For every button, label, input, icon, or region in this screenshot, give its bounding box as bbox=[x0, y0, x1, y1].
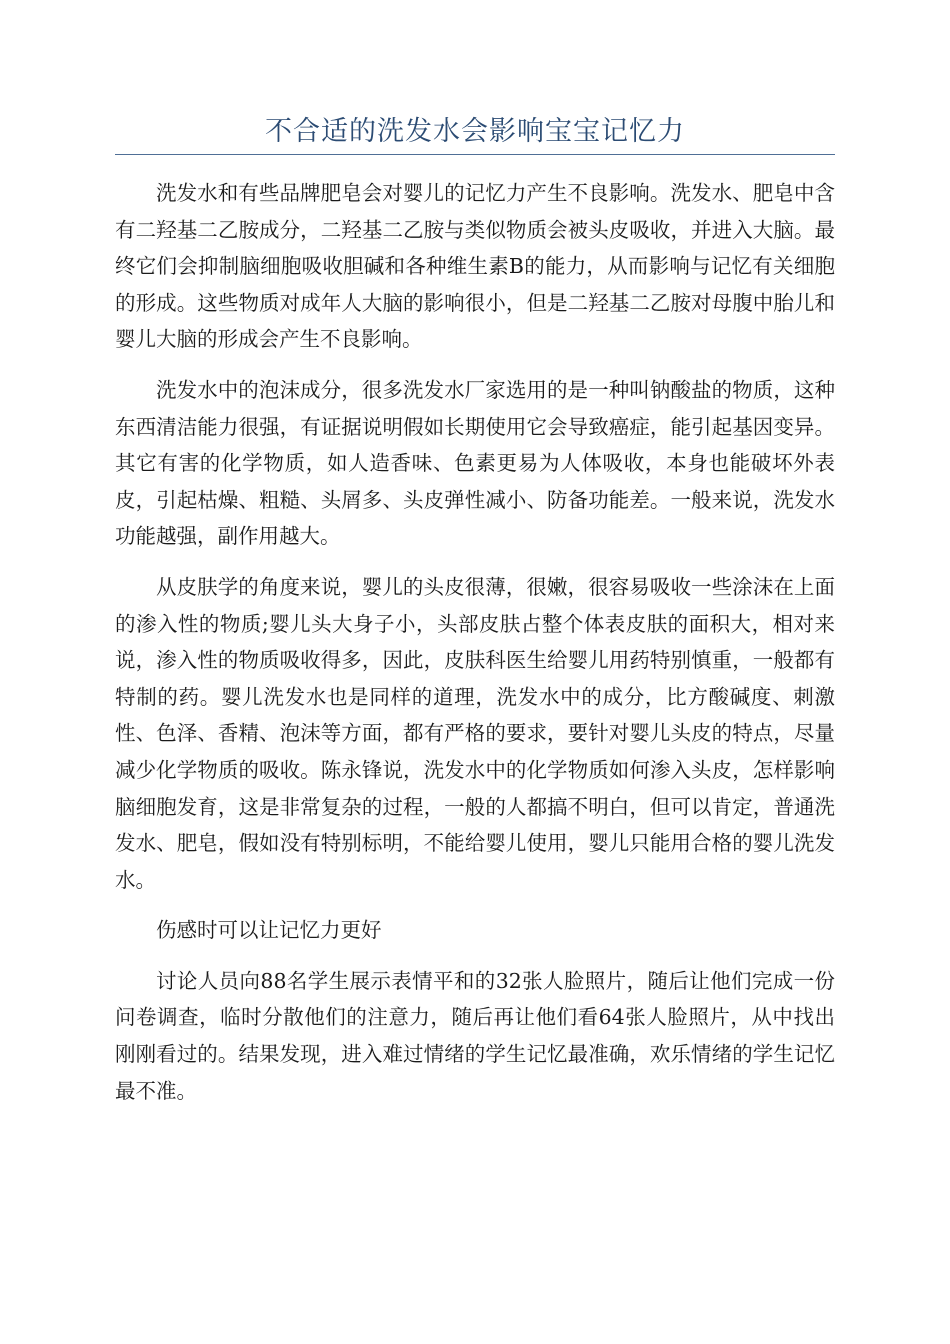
paragraph: 从皮肤学的角度来说，婴儿的头皮很薄，很嫩，很容易吸收一些涂沫在上面的渗入性的物质;婴儿头大身子小，头部皮肤占整个体表皮肤的面积大，相对来说，渗入性的物质吸收得多，因此，皮肤科医生给婴儿用药特别慎重，一般都有特制的药。婴儿洗发水也是同样的道理，洗发水中的成分，比方酸碱度、刺激性、色泽、香精、泡沫等方面，都有严格的要求，要针对婴儿头皮的特点，尽量减少化学物质的吸收。陈永锋说，洗发水中的化学物质如何渗入头皮，怎样影响脑细胞发育，这是非常复杂的过程，一般的人都搞不明白，但可以肯定，普通洗发水、肥皂，假如没有特别标明，不能给婴儿使用，婴儿只能用合格的婴儿洗发水。 bbox=[115, 574, 835, 892]
paragraph: 洗发水中的泡沫成分，很多洗发水厂家选用的是一种叫钠酸盐的物质，这种东西清洁能力很强，有证据说明假如长期使用它会导致癌症，能引起基因变异。其它有害的化学物质，如人造香味、色素更易为人体吸收，本身也能破坏外表皮，引起枯燥、粗糙、头屑多、头皮弹性减小、防备功能差。一般来说，洗发水功能越强，副作用越大。 bbox=[115, 377, 835, 549]
document-title: 不合适的洗发水会影响宝宝记忆力 bbox=[265, 116, 685, 147]
document-body bbox=[115, 175, 835, 1123]
paragraph: 洗发水和有些品牌肥皂会对婴儿的记忆力产生不良影响。洗发水、肥皂中含有二羟基二乙胺成分，二羟基二乙胺与类似物质会被头皮吸收，并进入大脑。最终它们会抑制脑细胞吸收胆碱和各种维生素B的能力，从而影响与记忆有关细胞的形成。这些物质对成年人大脑的影响很小，但是二羟基二乙胺对母腹中胎儿和婴儿大脑的形成会产生不良影响。 bbox=[115, 181, 835, 352]
title-underline bbox=[115, 154, 835, 155]
paragraph: 讨论人员向88名学生展示表情平和的32张人脸照片，随后让他们完成一份问卷调查，临时分散他们的注意力，随后再让他们看64张人脸照片，从中找出刚刚看过的。结果发现，进入难过情绪的学生记忆最准确，欢乐情绪的学生记忆最不准。 bbox=[115, 968, 835, 1103]
section-heading: 伤感时可以让记忆力更好 bbox=[156, 918, 382, 943]
